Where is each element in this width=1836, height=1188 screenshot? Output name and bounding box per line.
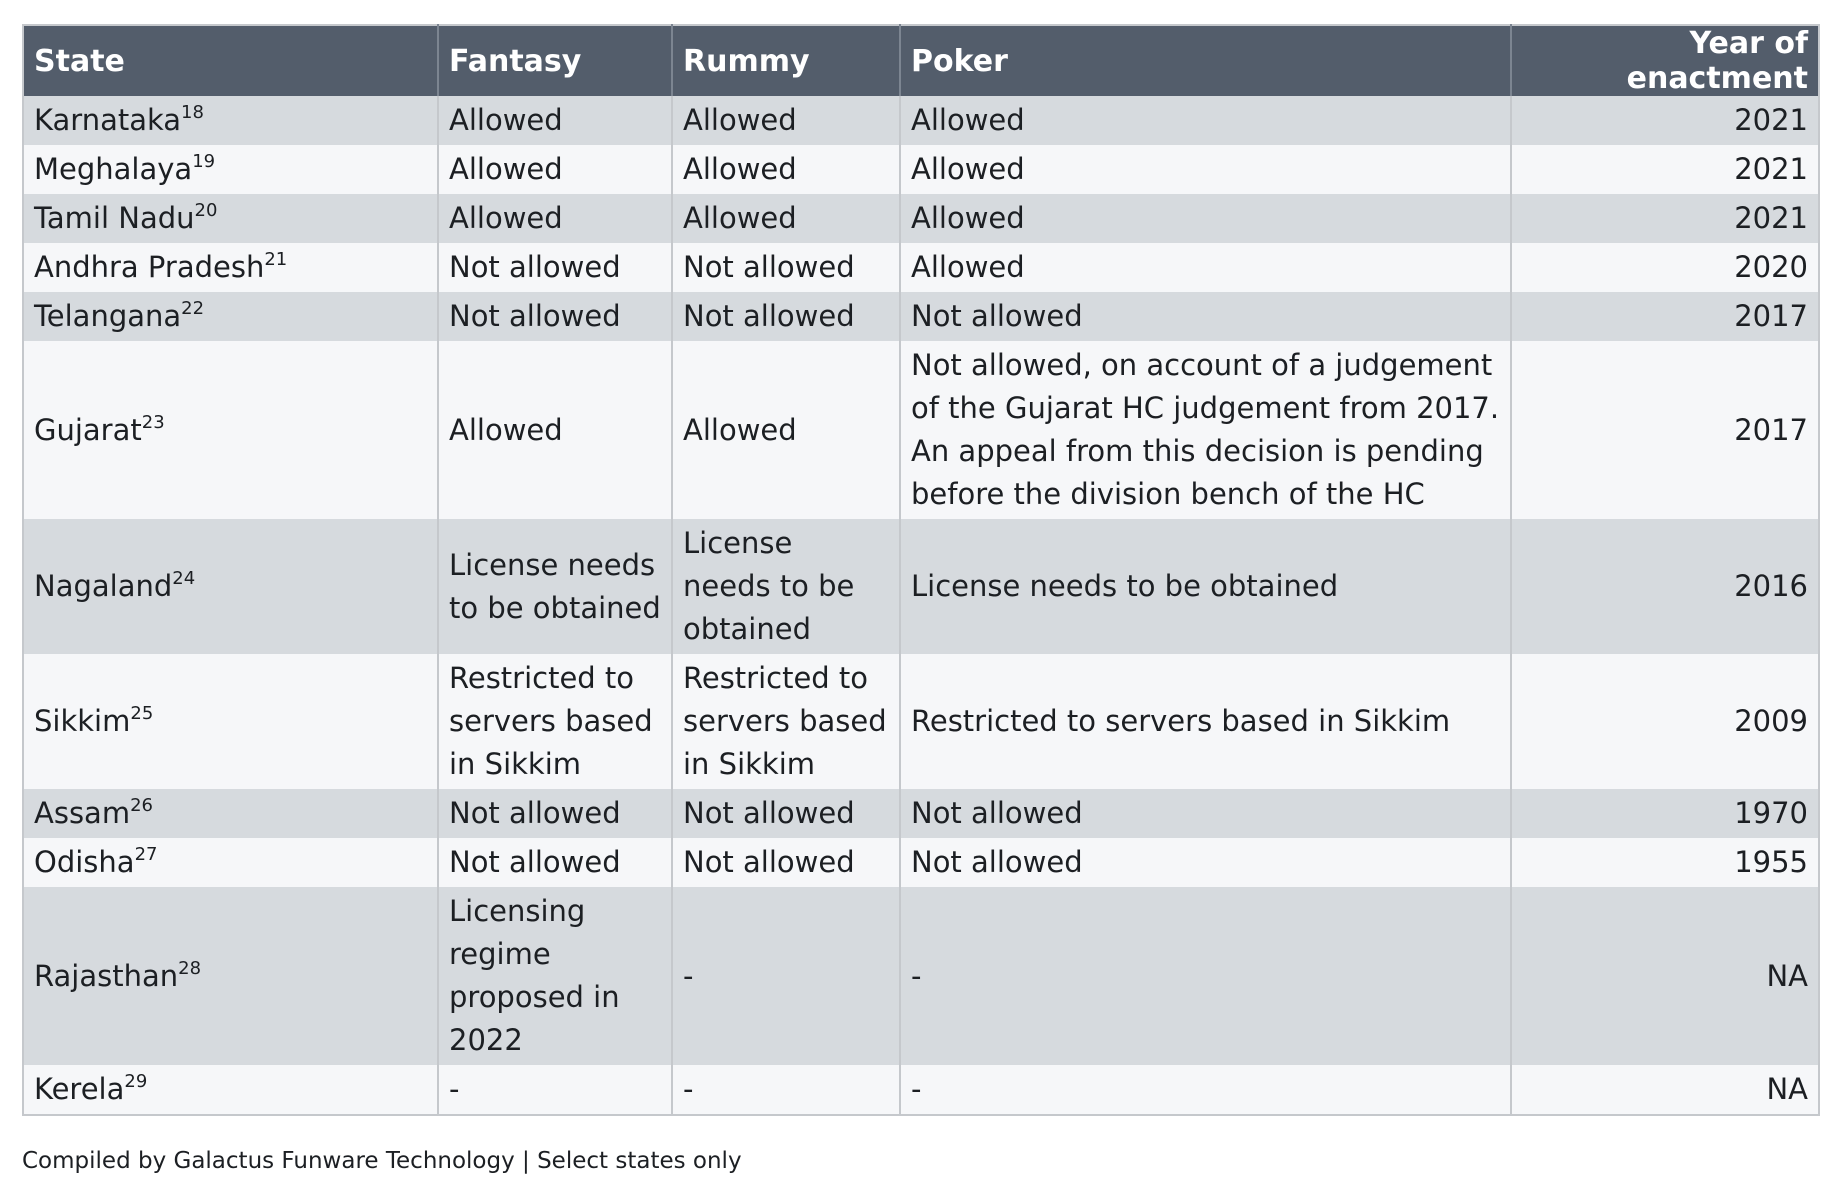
state-name: Nagaland	[34, 569, 173, 603]
cell-state	[23, 887, 438, 1065]
cell-poker: Allowed	[900, 194, 1511, 243]
cell-state	[23, 519, 438, 654]
cell-rummy: Restricted to servers based in Sikkim	[672, 654, 900, 789]
state-name: Assam	[34, 796, 131, 830]
state-name: Kerela	[34, 1072, 125, 1106]
cell-year: NA	[1511, 1065, 1819, 1115]
table-row	[23, 243, 1819, 292]
cell-year: 1955	[1511, 838, 1819, 887]
cell-poker: -	[900, 887, 1511, 1065]
cell-state	[23, 243, 438, 292]
state-name: Andhra Pradesh	[34, 250, 265, 284]
cell-year: 1970	[1511, 789, 1819, 838]
cell-year: 2009	[1511, 654, 1819, 789]
table-caption: Compiled by Galactus Funware Technology | Select states only	[22, 1148, 742, 1174]
cell-state	[23, 654, 438, 789]
cell-fantasy: Allowed	[438, 194, 672, 243]
state-name: Sikkim	[34, 704, 131, 738]
cell-rummy: Not allowed	[672, 789, 900, 838]
table-body	[23, 96, 1819, 1115]
cell-fantasy: -	[438, 1065, 672, 1115]
state-name: Karnataka	[34, 103, 182, 137]
cell-year: 2021	[1511, 194, 1819, 243]
cell-state	[23, 789, 438, 838]
table-row	[23, 1065, 1819, 1115]
header-state: State	[23, 25, 438, 96]
footnote-ref: 20	[194, 200, 218, 221]
cell-fantasy: Allowed	[438, 341, 672, 519]
cell-year: 2020	[1511, 243, 1819, 292]
cell-state	[23, 838, 438, 887]
table-row	[23, 887, 1819, 1065]
cell-fantasy: License needs to be obtained	[438, 519, 672, 654]
header-rummy: Rummy	[672, 25, 900, 96]
cell-year: 2017	[1511, 292, 1819, 341]
cell-state	[23, 96, 438, 145]
cell-fantasy: Not allowed	[438, 789, 672, 838]
footnote-ref: 18	[181, 102, 204, 123]
state-name: Odisha	[34, 845, 135, 879]
cell-fantasy: Not allowed	[438, 838, 672, 887]
cell-poker: Not allowed	[900, 838, 1511, 887]
table-row	[23, 292, 1819, 341]
footnote-ref: 19	[192, 151, 216, 172]
footnote-ref: 22	[181, 298, 205, 319]
header-year: Year of enactment	[1511, 25, 1819, 96]
cell-state	[23, 292, 438, 341]
header-poker: Poker	[900, 25, 1511, 96]
table-row	[23, 838, 1819, 887]
header-row	[23, 25, 1819, 96]
cell-poker: Allowed	[900, 96, 1511, 145]
cell-rummy: Not allowed	[672, 838, 900, 887]
cell-poker: License needs to be obtained	[900, 519, 1511, 654]
table-row	[23, 96, 1819, 145]
gaming-regulation-table	[22, 24, 1820, 1116]
cell-poker: Not allowed, on account of a judgement of the Gujarat HC judgement from 2017. An appeal from this decision is pending before the division bench of the HC	[900, 341, 1511, 519]
state-name: Tamil Nadu	[34, 201, 195, 235]
table-row	[23, 789, 1819, 838]
cell-fantasy: Licensing regime proposed in 2022	[438, 887, 672, 1065]
table-row	[23, 145, 1819, 194]
footnote-ref: 21	[264, 249, 288, 270]
cell-rummy: Allowed	[672, 96, 900, 145]
cell-year: 2017	[1511, 341, 1819, 519]
cell-fantasy: Not allowed	[438, 292, 672, 341]
cell-fantasy: Allowed	[438, 145, 672, 194]
cell-year: 2016	[1511, 519, 1819, 654]
cell-rummy: Not allowed	[672, 243, 900, 292]
table-row	[23, 654, 1819, 789]
cell-rummy: Allowed	[672, 145, 900, 194]
state-name: Telangana	[34, 299, 182, 333]
cell-poker: Allowed	[900, 243, 1511, 292]
cell-poker: -	[900, 1065, 1511, 1115]
cell-rummy: -	[672, 1065, 900, 1115]
cell-poker: Not allowed	[900, 789, 1511, 838]
state-name: Rajasthan	[34, 958, 179, 993]
state-name: Gujarat	[34, 412, 142, 447]
footnote-ref: 29	[124, 1071, 148, 1092]
cell-fantasy: Not allowed	[438, 243, 672, 292]
footnote-ref: 28	[178, 957, 202, 979]
header-fantasy: Fantasy	[438, 25, 672, 96]
table-row	[23, 194, 1819, 243]
cell-rummy: License needs to be obtained	[672, 519, 900, 654]
cell-year: 2021	[1511, 96, 1819, 145]
footnote-ref: 23	[141, 411, 165, 433]
cell-year: NA	[1511, 887, 1819, 1065]
footnote-ref: 26	[130, 795, 153, 816]
cell-state	[23, 1065, 438, 1115]
cell-fantasy: Restricted to servers based in Sikkim	[438, 654, 672, 789]
cell-state	[23, 341, 438, 519]
footnote-ref: 27	[134, 844, 158, 865]
cell-rummy: Allowed	[672, 194, 900, 243]
footnote-ref: 24	[172, 568, 196, 589]
cell-state	[23, 194, 438, 243]
cell-rummy: -	[672, 887, 900, 1065]
cell-rummy: Not allowed	[672, 292, 900, 341]
state-name: Meghalaya	[34, 152, 193, 186]
cell-poker: Restricted to servers based in Sikkim	[900, 654, 1511, 789]
table-header	[23, 25, 1819, 96]
cell-year: 2021	[1511, 145, 1819, 194]
cell-poker: Not allowed	[900, 292, 1511, 341]
table-row	[23, 341, 1819, 519]
cell-fantasy: Allowed	[438, 96, 672, 145]
table-row	[23, 519, 1819, 654]
footnote-ref: 25	[130, 703, 154, 724]
cell-state	[23, 145, 438, 194]
cell-poker: Allowed	[900, 145, 1511, 194]
cell-rummy: Allowed	[672, 341, 900, 519]
